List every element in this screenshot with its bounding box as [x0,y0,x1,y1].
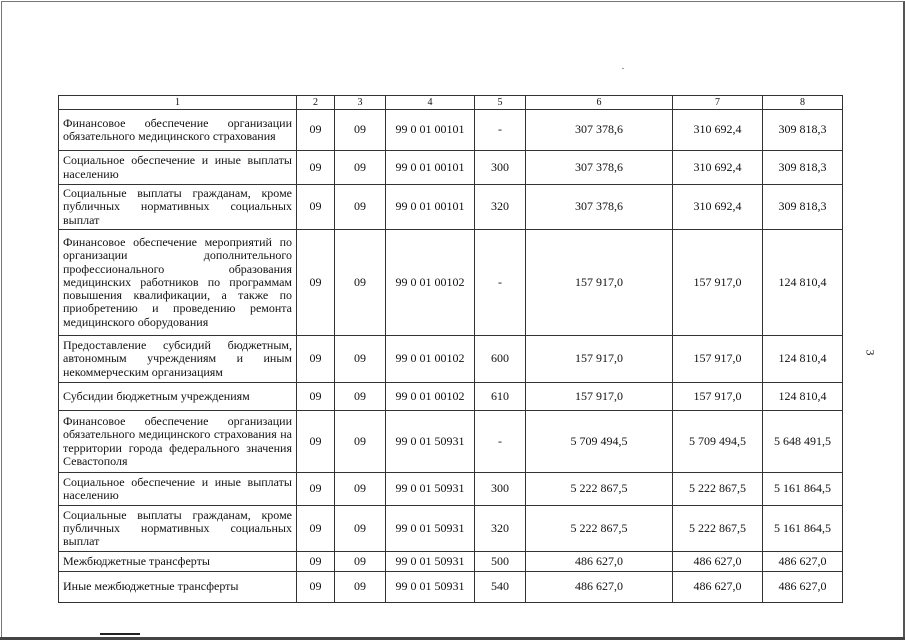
cell-subsection: 09 [335,473,386,506]
cell-amount-1: 307 378,6 [526,151,673,185]
cell-amount-3: 124 810,4 [763,383,843,411]
cell-subsection: 09 [335,383,386,411]
table-row [59,506,843,552]
cell-amount-2: 157 917,0 [673,336,763,383]
cell-target-article: 99 0 01 00101 [386,151,475,185]
cell-subsection: 09 [335,552,386,572]
cell-amount-3: 309 818,3 [763,185,843,230]
cell-section: 09 [297,473,335,506]
cell-expense-type: 500 [475,552,526,572]
cell-section: 09 [297,506,335,552]
cell-target-article: 99 0 01 00101 [386,185,475,230]
cell-amount-2: 310 692,4 [673,110,763,151]
scan-speck [622,68,624,69]
cell-amount-1: 307 378,6 [526,110,673,151]
table-row [59,185,843,230]
page-number: 3 [863,349,878,356]
row-name: Предоставление субсидий бюджетным, автономным учреждениям и иным некоммерческим организациям [59,336,297,383]
row-name: Межбюджетные трансферты [59,552,297,572]
cell-subsection: 09 [335,151,386,185]
table-row [59,110,843,151]
cell-section: 09 [297,185,335,230]
table-row [59,572,843,603]
cell-amount-3: 124 810,4 [763,336,843,383]
cell-target-article: 99 0 01 00102 [386,336,475,383]
table-row [59,473,843,506]
row-name: Финансовое обеспечение организации обязательного медицинского страхования на территории города федерального значения Севастополя [59,411,297,473]
column-header: 1 [59,96,297,110]
cell-expense-type: 600 [475,336,526,383]
cell-amount-3: 5 648 491,5 [763,411,843,473]
cell-amount-3: 309 818,3 [763,151,843,185]
cell-amount-3: 486 627,0 [763,572,843,603]
cell-amount-2: 157 917,0 [673,230,763,336]
cell-amount-2: 5 222 867,5 [673,506,763,552]
cell-amount-2: 310 692,4 [673,185,763,230]
row-name: Субсидии бюджетным учреждениям [59,383,297,411]
cell-amount-2: 5 709 494,5 [673,411,763,473]
cell-amount-3: 124 810,4 [763,230,843,336]
cell-target-article: 99 0 01 50931 [386,411,475,473]
table-row [59,383,843,411]
cell-subsection: 09 [335,572,386,603]
cell-expense-type: - [475,411,526,473]
cell-amount-2: 486 627,0 [673,552,763,572]
cell-subsection: 09 [335,506,386,552]
row-name: Финансовое обеспечение организации обязательного медицинского страхования [59,110,297,151]
table-row [59,411,843,473]
column-header: 7 [673,96,763,110]
cell-amount-3: 5 161 864,5 [763,506,843,552]
scan-mark [100,633,140,635]
cell-target-article: 99 0 01 00102 [386,230,475,336]
cell-amount-3: 5 161 864,5 [763,473,843,506]
cell-amount-2: 5 222 867,5 [673,473,763,506]
cell-expense-type: - [475,110,526,151]
row-name: Иные межбюджетные трансферты [59,572,297,603]
table-row [59,151,843,185]
column-header: 5 [475,96,526,110]
cell-subsection: 09 [335,230,386,336]
cell-expense-type: 300 [475,473,526,506]
column-header: 3 [335,96,386,110]
cell-expense-type: 610 [475,383,526,411]
row-name: Социальные выплаты гражданам, кроме публичных нормативных социальных выплат [59,185,297,230]
cell-amount-2: 486 627,0 [673,572,763,603]
table-row [59,552,843,572]
cell-amount-1: 5 709 494,5 [526,411,673,473]
column-header: 2 [297,96,335,110]
cell-expense-type: 320 [475,185,526,230]
cell-expense-type: 320 [475,506,526,552]
cell-section: 09 [297,411,335,473]
row-name: Финансовое обеспечение мероприятий по организации дополнительного профессионального образования медицинских работников по программам повышения квалификации, а также по приобретению и проведению ремонта медицинского оборудования [59,230,297,336]
table-row [59,230,843,336]
cell-expense-type: 300 [475,151,526,185]
cell-subsection: 09 [335,110,386,151]
cell-expense-type: - [475,230,526,336]
cell-section: 09 [297,383,335,411]
table-header-row [59,96,843,110]
cell-target-article: 99 0 01 00101 [386,110,475,151]
column-header: 8 [763,96,843,110]
cell-amount-3: 486 627,0 [763,552,843,572]
cell-section: 09 [297,572,335,603]
row-name: Социальное обеспечение и иные выплаты населению [59,473,297,506]
budget-table [58,95,843,603]
cell-amount-1: 5 222 867,5 [526,473,673,506]
cell-target-article: 99 0 01 00102 [386,383,475,411]
cell-amount-1: 486 627,0 [526,572,673,603]
cell-subsection: 09 [335,411,386,473]
cell-amount-1: 157 917,0 [526,336,673,383]
cell-amount-1: 157 917,0 [526,230,673,336]
cell-section: 09 [297,151,335,185]
cell-section: 09 [297,230,335,336]
cell-section: 09 [297,552,335,572]
cell-amount-1: 5 222 867,5 [526,506,673,552]
cell-expense-type: 540 [475,572,526,603]
cell-target-article: 99 0 01 50931 [386,506,475,552]
cell-amount-2: 310 692,4 [673,151,763,185]
cell-section: 09 [297,110,335,151]
cell-target-article: 99 0 01 50931 [386,572,475,603]
cell-section: 09 [297,336,335,383]
row-name: Социальное обеспечение и иные выплаты населению [59,151,297,185]
cell-target-article: 99 0 01 50931 [386,473,475,506]
cell-amount-1: 307 378,6 [526,185,673,230]
column-header: 4 [386,96,475,110]
cell-amount-3: 309 818,3 [763,110,843,151]
row-name: Социальные выплаты гражданам, кроме публичных нормативных социальных выплат [59,506,297,552]
cell-amount-2: 157 917,0 [673,383,763,411]
cell-amount-1: 157 917,0 [526,383,673,411]
cell-subsection: 09 [335,336,386,383]
cell-subsection: 09 [335,185,386,230]
cell-target-article: 99 0 01 50931 [386,552,475,572]
table-row [59,336,843,383]
cell-amount-1: 486 627,0 [526,552,673,572]
column-header: 6 [526,96,673,110]
